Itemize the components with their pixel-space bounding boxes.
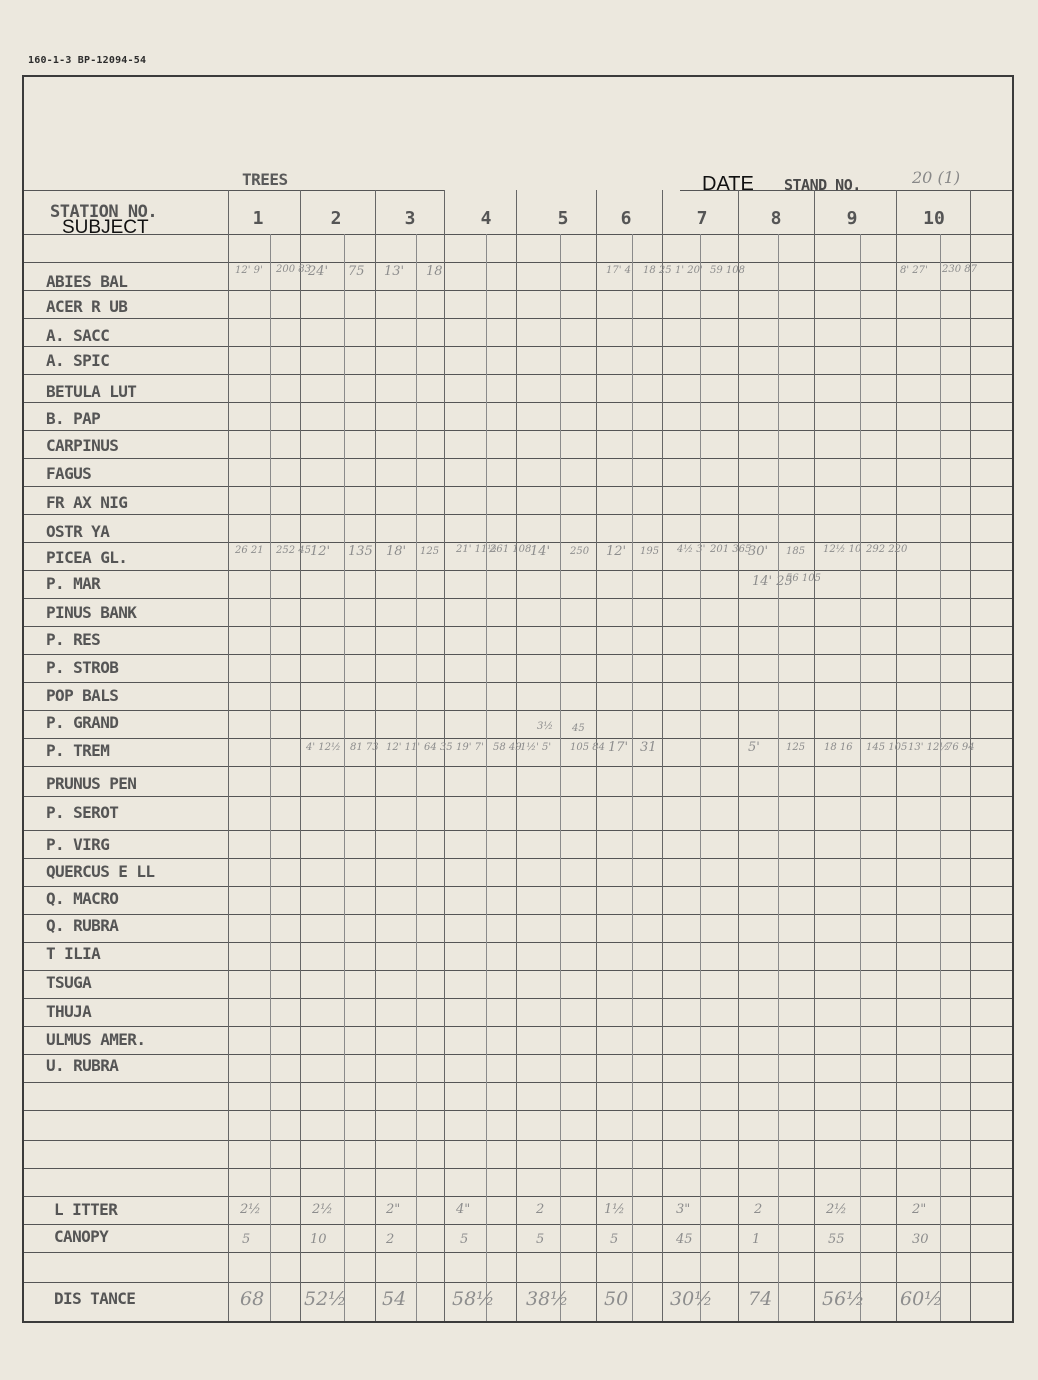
handwritten-entry: 250 — [570, 546, 590, 557]
handwritten-entry: 200 83 — [276, 264, 311, 275]
grid-rule — [24, 346, 1012, 347]
grid-column-line — [300, 190, 301, 1321]
grid-rule — [24, 710, 1012, 711]
station-label: STATION NO. — [50, 202, 158, 222]
date-label: DATE — [702, 173, 754, 195]
species-label: T ILIA — [46, 944, 101, 963]
grid-rule — [24, 738, 1012, 739]
grid-column-line — [778, 234, 779, 1321]
grid-column-line — [270, 234, 271, 1321]
station-number: 8 — [770, 208, 782, 229]
station-number: 2 — [330, 208, 342, 229]
handwritten-entry: 12' — [606, 544, 627, 559]
grid-column-line — [375, 190, 376, 1321]
handwritten-entry: 261 108 — [490, 544, 532, 555]
canopy-value: 5 — [242, 1232, 251, 1247]
handwritten-entry: 26 21 — [235, 545, 264, 556]
station-number: 9 — [846, 208, 858, 229]
handwritten-entry: 230 87 — [942, 264, 977, 275]
handwritten-entry: 31 — [640, 740, 657, 755]
canopy-value: 45 — [676, 1232, 693, 1247]
species-label: Q. MACRO — [46, 889, 119, 908]
grid-rule — [24, 374, 1012, 375]
handwritten-entry: 12' — [310, 544, 331, 559]
species-label: A. SACC — [46, 326, 110, 345]
handwritten-entry: 1' 20' — [675, 265, 703, 276]
handwritten-entry: 195 — [640, 546, 660, 557]
canopy-value: 1 — [752, 1232, 761, 1247]
station-number: 3 — [404, 208, 416, 229]
litter-value: 2 — [754, 1202, 763, 1217]
grid-rule — [24, 626, 1012, 627]
handwritten-entry: 12½ 10 — [823, 544, 862, 555]
grid-column-line — [344, 234, 345, 1321]
stand-value: 20 (1) — [912, 168, 961, 187]
species-label: POP BALS — [46, 686, 119, 705]
handwritten-entry: 105 84 — [570, 742, 605, 753]
species-label: P. SEROT — [46, 803, 119, 822]
grid-column-line — [860, 234, 861, 1321]
grid-column-line — [228, 190, 229, 1321]
handwritten-entry: 24' — [308, 264, 329, 279]
species-label: U. RUBRA — [46, 1056, 119, 1075]
grid-rule — [24, 190, 444, 191]
species-label: CARPINUS — [46, 436, 119, 455]
grid-rule — [24, 830, 1012, 831]
handwritten-entry: 14' — [530, 544, 551, 559]
litter-value: 3" — [676, 1202, 691, 1217]
handwritten-entry: 292 220 — [866, 544, 908, 555]
distance-value: 56½ — [822, 1288, 865, 1310]
grid-rule — [24, 486, 1012, 487]
handwritten-entry: 18 16 — [824, 742, 853, 753]
distance-value: 52½ — [304, 1288, 347, 1310]
grid-rule — [24, 970, 1012, 971]
grid-column-line — [700, 234, 701, 1321]
grid-column-line — [940, 234, 941, 1321]
grid-rule — [24, 514, 1012, 515]
grid-rule — [24, 1026, 1012, 1027]
trees-label: TREES — [242, 170, 288, 189]
litter-value: 2½ — [826, 1202, 847, 1217]
canopy-value: 2 — [386, 1232, 395, 1247]
grid-rule — [24, 858, 1012, 859]
handwritten-entry: 81 73 — [350, 742, 379, 753]
litter-value: 2" — [912, 1202, 927, 1217]
station-number: 5 — [557, 208, 569, 229]
grid-rule — [24, 1082, 1012, 1083]
handwritten-entry: 13' 12½ — [908, 742, 950, 753]
form-code: 160-1-3 BP-12094-54 — [28, 55, 147, 66]
canopy-label: CANOPY — [54, 1227, 109, 1246]
grid-rule — [24, 1168, 1012, 1169]
grid-rule — [24, 262, 1012, 263]
grid-rule — [24, 1224, 1012, 1225]
handwritten-entry: 185 — [786, 546, 806, 557]
litter-value: 2" — [386, 1202, 401, 1217]
grid-rule — [24, 1054, 1012, 1055]
grid-rule — [24, 542, 1012, 543]
handwritten-entry: 56 105 — [786, 573, 821, 584]
species-label: P. VIRG — [46, 835, 110, 854]
species-label: BETULA LUT — [46, 382, 137, 401]
grid-column-line — [560, 234, 561, 1321]
litter-value: 2½ — [240, 1202, 261, 1217]
species-label: ULMUS AMER. — [46, 1030, 146, 1049]
species-label: ACER R UB — [46, 297, 128, 316]
species-label: PINUS BANK — [46, 603, 137, 622]
grid-rule — [24, 1196, 1012, 1197]
species-label: A. SPIC — [46, 351, 110, 370]
handwritten-entry: 59 108 — [710, 265, 745, 276]
grid-rule — [24, 430, 1012, 431]
station-number: 1 — [252, 208, 264, 229]
species-label: ABIES BAL — [46, 272, 128, 291]
handwritten-entry: 13' — [384, 264, 405, 279]
species-label: P. MAR — [46, 574, 101, 593]
species-label: PICEA GL. — [46, 548, 128, 567]
grid-rule — [24, 1252, 1012, 1253]
litter-label: L ITTER — [54, 1200, 118, 1219]
handwritten-entry: 201 365 — [710, 544, 752, 555]
handwritten-entry: 18' — [386, 544, 407, 559]
distance-value: 68 — [240, 1288, 265, 1310]
handwritten-entry: 19' 7' — [456, 742, 484, 753]
grid-column-line — [896, 190, 897, 1321]
handwritten-entry: 75 — [348, 264, 365, 279]
distance-value: 60½ — [900, 1288, 943, 1310]
grid-rule — [24, 402, 1012, 403]
distance-value: 50 — [604, 1288, 629, 1310]
species-label: P. RES — [46, 630, 101, 649]
station-number: 7 — [696, 208, 708, 229]
handwritten-entry: 125 — [420, 546, 440, 557]
grid-column-line — [516, 190, 517, 1321]
handwritten-entry: 17' — [608, 740, 629, 755]
handwritten-entry: 12' 11' — [386, 742, 421, 753]
species-label: THUJA — [46, 1002, 92, 1021]
grid-column-line — [662, 190, 663, 1321]
grid-rule — [24, 914, 1012, 915]
canopy-value: 5 — [536, 1232, 545, 1247]
canopy-value: 10 — [310, 1232, 327, 1247]
grid-rule — [24, 1140, 1012, 1141]
species-label: P. STROB — [46, 658, 119, 677]
canopy-value: 30 — [912, 1232, 929, 1247]
litter-value: 2½ — [312, 1202, 333, 1217]
handwritten-entry: 64 35 — [424, 742, 453, 753]
distance-value: 38½ — [526, 1288, 569, 1310]
grid-rule — [24, 318, 1012, 319]
distance-label: DIS TANCE — [54, 1289, 136, 1308]
distance-value: 30½ — [670, 1288, 713, 1310]
species-label: TSUGA — [46, 973, 92, 992]
species-label: P. GRAND — [46, 713, 119, 732]
handwritten-entry: 21' 11½ — [456, 544, 498, 555]
handwritten-entry: 135 — [348, 544, 373, 559]
station-number: 10 — [923, 208, 945, 229]
distance-value: 54 — [382, 1288, 407, 1310]
species-label: FAGUS — [46, 464, 92, 483]
grid-rule — [24, 796, 1012, 797]
handwritten-entry: 58 49 — [493, 742, 522, 753]
litter-value: 4" — [456, 1202, 471, 1217]
grid-rule — [24, 998, 1012, 999]
handwritten-entry: 17' 4' — [606, 265, 634, 276]
handwritten-entry: 45 — [572, 723, 585, 734]
grid-column-line — [814, 190, 815, 1321]
handwritten-entry: 145 105 — [866, 742, 908, 753]
grid-rule — [24, 682, 1012, 683]
grid-rule — [24, 598, 1012, 599]
handwritten-entry: 30' — [748, 544, 769, 559]
grid-column-line — [486, 234, 487, 1321]
grid-rule — [24, 1110, 1012, 1111]
grid-rule — [24, 654, 1012, 655]
species-label: OSTR YA — [46, 522, 110, 541]
grid-column-line — [444, 190, 445, 1321]
handwritten-entry: 12' 9' — [235, 265, 263, 276]
grid-column-line — [738, 190, 739, 1321]
species-label: P. TREM — [46, 741, 110, 760]
species-label: FR AX NIG — [46, 493, 128, 512]
handwritten-entry: 4½ 3' — [677, 544, 706, 555]
grid-column-line — [416, 234, 417, 1321]
grid-rule — [24, 886, 1012, 887]
distance-value: 74 — [748, 1288, 773, 1310]
handwritten-entry: 76 94 — [946, 742, 975, 753]
canopy-value: 55 — [828, 1232, 845, 1247]
species-label: B. PAP — [46, 409, 101, 428]
handwritten-entry: 8' 27' — [900, 265, 928, 276]
species-label: QUERCUS E LL — [46, 862, 155, 881]
grid-column-line — [596, 190, 597, 1321]
canopy-value: 5 — [610, 1232, 619, 1247]
handwritten-entry: 1½' 5' — [520, 742, 552, 753]
grid-rule — [24, 570, 1012, 571]
subject-label: SUBJECT — [62, 217, 149, 238]
handwritten-entry: 18 25 — [643, 265, 672, 276]
canopy-value: 5 — [460, 1232, 469, 1247]
grid-rule — [24, 942, 1012, 943]
litter-value: 2 — [536, 1202, 545, 1217]
handwritten-entry: 4' 12½ — [306, 742, 341, 753]
grid-rule — [24, 290, 1012, 291]
handwritten-entry: 5' — [748, 740, 760, 755]
handwritten-entry: 3½ — [537, 721, 554, 732]
grid-rule — [24, 766, 1012, 767]
station-number: 4 — [480, 208, 492, 229]
stand-label: STAND NO. — [784, 176, 861, 194]
handwritten-entry: 125 — [786, 742, 806, 753]
litter-value: 1½ — [604, 1202, 625, 1217]
handwritten-entry: 18 — [426, 264, 443, 279]
station-number: 6 — [620, 208, 632, 229]
species-label: PRUNUS PEN — [46, 774, 137, 793]
grid-rule — [24, 458, 1012, 459]
grid-rule — [24, 234, 1012, 235]
grid-column-line — [970, 190, 971, 1321]
species-label: Q. RUBRA — [46, 916, 119, 935]
handwritten-entry: 14' 25 — [752, 574, 793, 589]
distance-value: 58½ — [452, 1288, 495, 1310]
handwritten-entry: 252 45 — [276, 545, 311, 556]
grid-column-line — [632, 234, 633, 1321]
grid-rule — [24, 1282, 1012, 1283]
